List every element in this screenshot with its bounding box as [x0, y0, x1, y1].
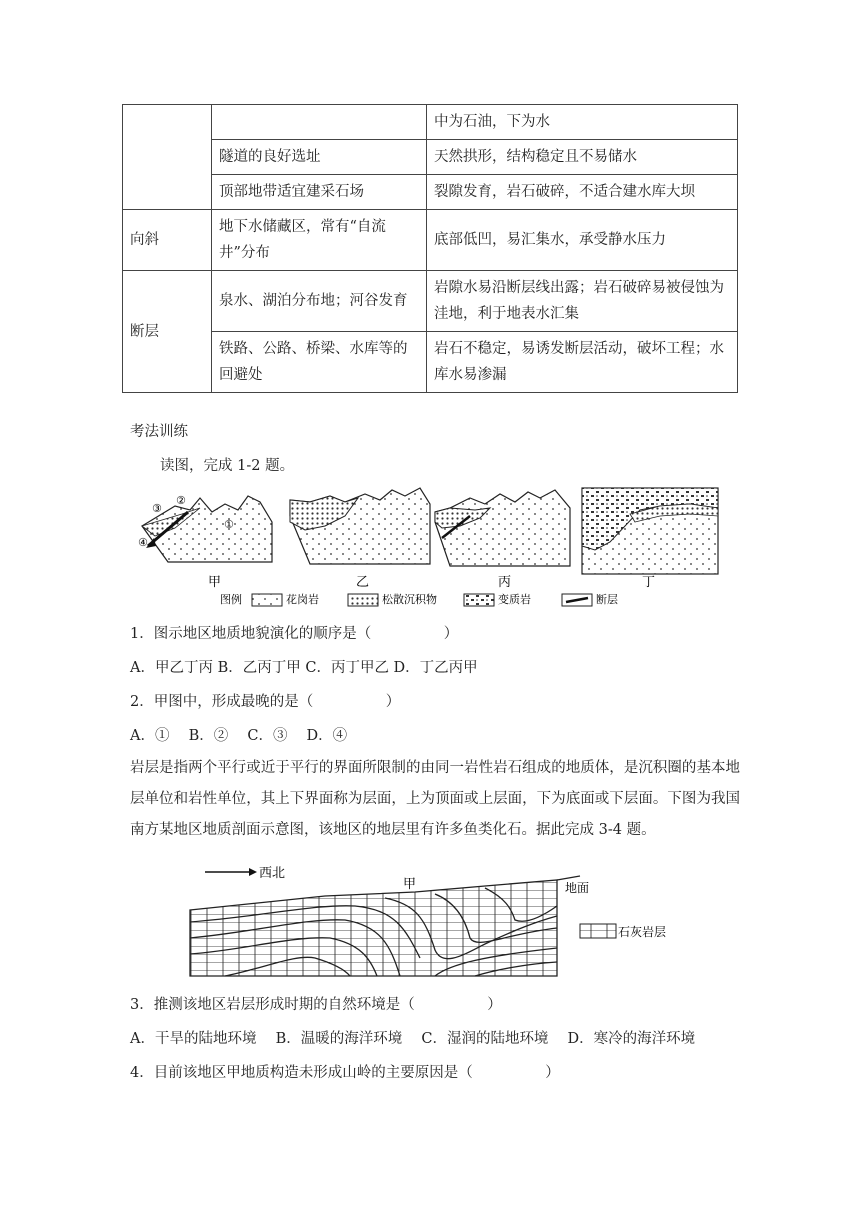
question-2-options: A．① B．② C．③ D．④	[130, 728, 348, 744]
legend-title: 图例	[220, 593, 242, 606]
question-4-stem: 4．目前该地区甲地质构造未形成山岭的主要原因是（ ）	[130, 1065, 560, 1081]
table-row	[123, 210, 738, 271]
reason-cell: 天然拱形，结构稳定且不易储水	[427, 140, 738, 175]
legend-sediment: 松散沉积物	[382, 593, 437, 606]
question-3-stem: 3．推测该地区岩层形成时期的自然环境是（ ）	[130, 997, 502, 1013]
usage-cell: 泉水、湖泊分布地；河谷发育	[212, 271, 427, 332]
direction-label: 西北	[259, 866, 286, 881]
panel-bing	[435, 490, 570, 566]
question-intro: 读图，完成 1-2 题。	[160, 458, 295, 474]
figure-legend	[220, 592, 618, 606]
structure-type-cell: 断层	[123, 271, 212, 393]
table-row	[123, 332, 738, 393]
usage-cell: 地下水储藏区，常有“自流井”分布	[212, 210, 427, 271]
geologic-structure-table	[122, 104, 738, 393]
marker-2: ②	[176, 494, 186, 507]
question-2-stem: 2．甲图中，形成最晚的是（ ）	[130, 694, 401, 710]
panel-label-ding: 丁	[642, 575, 656, 590]
legend-metamorphic: 变质岩	[498, 593, 531, 606]
marker-4: ④	[138, 536, 148, 549]
reason-cell: 底部低凹，易汇集水，承受静水压力	[427, 210, 738, 271]
reason-cell: 岩隙水易沿断层线出露；岩石破碎易被侵蚀为洼地，利于地表水汇集	[427, 271, 738, 332]
panel-label-yi: 乙	[356, 575, 370, 590]
question-1-stem: 1．图示地区地质地貌演化的顺序是（ ）	[130, 626, 459, 642]
legend-limestone: 石灰岩层	[618, 925, 667, 939]
passage: 岩层是指两个平行或近于平行的界面所限制的由同一岩性岩石组成的地质体，是沉积圈的基本地层单位和岩性单位，其上下界面称为层面，上为顶面或上层面，下为底面或下层面。下图为我国南方某地区地质剖面示意图，该地区的地层里有许多鱼类化石。据此完成 3-4 题。	[130, 760, 740, 838]
reason-cell: 裂隙发育，岩石破碎，不适合建水库大坝	[427, 175, 738, 210]
usage-cell: 铁路、公路、桥梁、水库等的回避处	[212, 332, 427, 393]
table-row	[123, 271, 738, 332]
usage-cell	[212, 105, 427, 140]
question-3-options: A．干旱的陆地环境 B．温暖的海洋环境 C．湿润的陆地环境 D．寒冷的海洋环境	[130, 1031, 696, 1047]
marker-3: ③	[152, 502, 162, 515]
section-title: 考法训练	[130, 424, 188, 440]
legend-granite: 花岗岩	[286, 593, 319, 606]
geologic-profile-figure	[185, 858, 705, 983]
panel-label-bing: 丙	[498, 575, 512, 590]
panel-label-jia: 甲	[208, 575, 222, 590]
reason-cell: 岩石不稳定，易诱发断层活动，破坏工程；水库水易渗漏	[427, 332, 738, 393]
table-row	[123, 105, 738, 140]
legend-fault: 断层	[596, 593, 618, 606]
geologic-evolution-figure	[130, 486, 730, 616]
structure-type-cell: 向斜	[123, 210, 212, 271]
table-row	[123, 140, 738, 175]
point-jia-label: 甲	[403, 877, 417, 892]
reason-cell: 中为石油，下为水	[427, 105, 738, 140]
marker-1: ①	[224, 518, 234, 531]
panel-yi	[290, 488, 430, 564]
table-row	[123, 175, 738, 210]
panel-ding	[582, 488, 718, 574]
question-1-options: A．甲乙丁丙 B．乙丙丁甲 C．丙丁甲乙 D．丁乙丙甲	[130, 660, 478, 676]
usage-cell: 隧道的良好选址	[212, 140, 427, 175]
usage-cell: 顶部地带适宜建采石场	[212, 175, 427, 210]
ground-label: 地面	[565, 881, 590, 895]
structure-type-cell	[123, 105, 212, 210]
